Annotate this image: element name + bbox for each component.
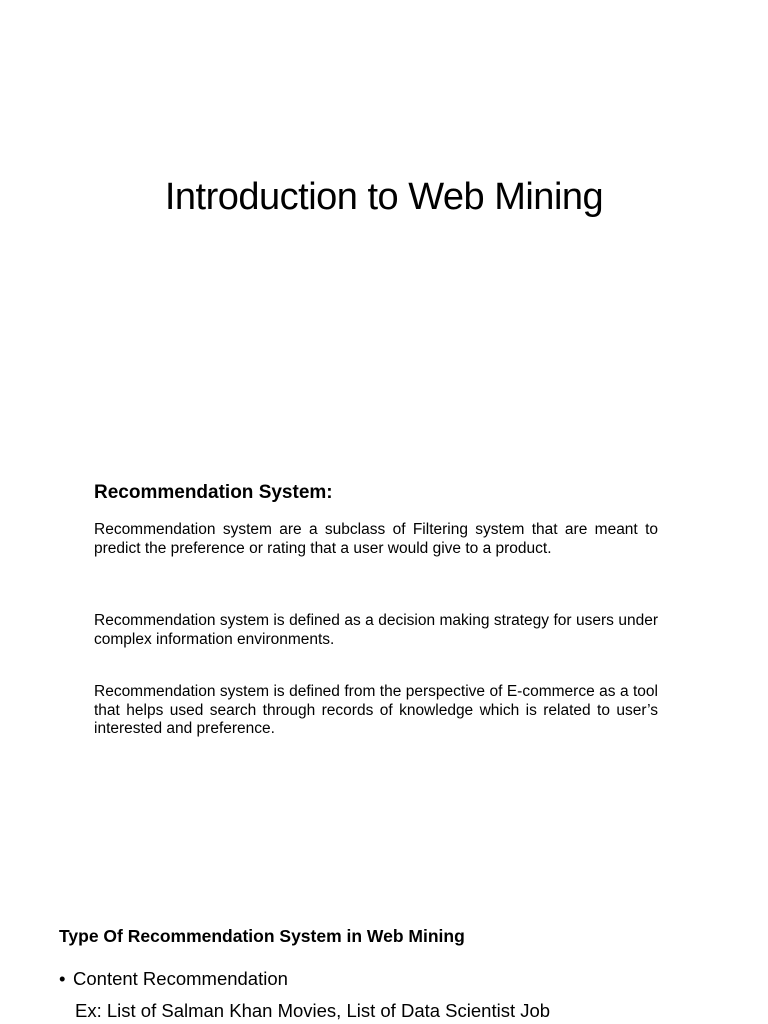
bullet-item-label: Content Recommendation — [73, 968, 288, 989]
recommendation-paragraph-3: Recommendation system is defined from the perspective of E-commerce as a tool that helps used search through records of knowledge which is related to user’s interested and preference. — [94, 683, 658, 737]
recommendation-heading: Recommendation System: — [94, 482, 333, 503]
recommendation-paragraph-1: Recommendation system are a subclass of Filtering system that are meant to predict the preference or rating that a user would give to a product. — [94, 521, 658, 557]
types-heading: Type Of Recommendation System in Web Mining — [59, 926, 465, 946]
recommendation-paragraph-2: Recommendation system is defined as a decision making strategy for users under complex information environments. — [94, 612, 658, 648]
slide-title: Introduction to Web Mining — [164, 176, 604, 218]
bullet-item-content-recommendation — [59, 966, 288, 992]
bullet-icon: • — [59, 968, 66, 989]
bullet-item-example: Ex: List of Salman Khan Movies, List of Data Scientist Job — [75, 1000, 551, 1021]
